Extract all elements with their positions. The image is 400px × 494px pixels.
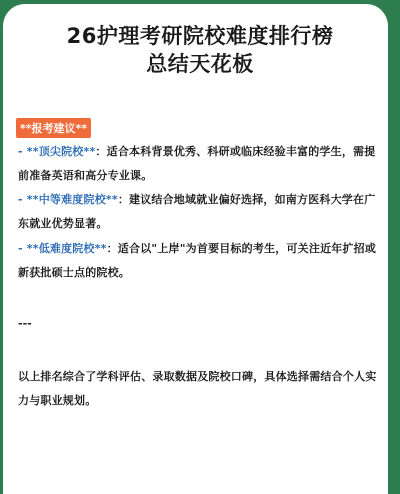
advice-item-low	[18, 237, 386, 285]
divider: ---	[18, 317, 32, 330]
advice-text: ：适合以"上岸"为首要目标的考生，可关注近年扩招或新获批硕士点的院校。	[18, 242, 377, 279]
advice-prefix: -	[18, 193, 27, 206]
advice-prefix: -	[18, 242, 27, 255]
advice-item-top	[18, 140, 386, 188]
advice-prefix: -	[18, 145, 27, 158]
page-title: 26护理考研院校难度排行榜	[66, 24, 334, 48]
page-subtitle: 总结天花板	[146, 52, 254, 76]
advice-text: ：建议结合地域就业偏好选择，如南方医科大学在广东就业优势显著。	[18, 193, 376, 230]
section-badge: **报考建议**	[16, 118, 91, 138]
advice-text: ：适合本科背景优秀、科研或临床经验丰富的学生，需提前准备英语和高分专业课。	[18, 145, 376, 182]
summary-text: 以上排名综合了学科评估、录取数据及院校口碑，具体选择需结合个人实力与职业规划。	[18, 370, 377, 407]
advice-keyword: **中等难度院校**	[26, 193, 118, 206]
advice-keyword: **顶尖院校**	[26, 145, 96, 158]
advice-item-medium	[18, 188, 386, 236]
advice-keyword: **低难度院校**	[26, 242, 107, 255]
